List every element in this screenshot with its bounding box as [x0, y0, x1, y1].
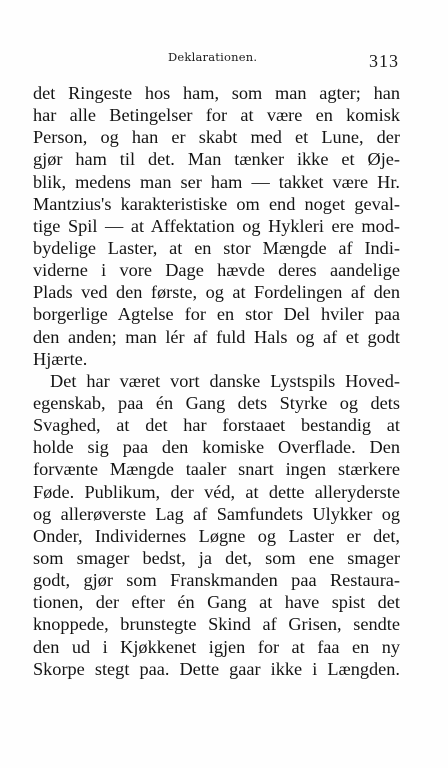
text-line: forvænte Mængde taaler snart ingen stærkere	[33, 459, 400, 480]
text-line: knoppede, brunstegte Skind af Grisen, sendte	[33, 614, 400, 635]
text-line: Mantzius's karakteristiske om end noget geval-	[33, 193, 400, 214]
text-line: Hjærte.	[33, 348, 88, 369]
text-line: holde sig paa den komiske Overflade. Den	[33, 437, 400, 458]
text-line: Skorpe stegt paa. Dette gaar ikke i Længden.	[33, 658, 400, 679]
text-line: godt, gjør som Franskmanden paa Restaura-	[33, 570, 400, 591]
text-line: Svaghed, at det har forstaaet bestandig at	[33, 415, 400, 436]
body-text	[33, 82, 400, 680]
text-line: Person, og han er skabt med et Lune, der	[33, 127, 400, 148]
text-line: den ud i Kjøkkenet igjen for at faa en ny	[33, 636, 400, 657]
text-line: det Ringeste hos ham, som man agter; han	[33, 83, 400, 103]
text-line: bydelige Laster, at en stor Mængde af Indi-	[33, 237, 400, 258]
text-line: og allerøverste Lag af Samfundets Ulykker og	[33, 503, 400, 524]
paragraph-1	[33, 82, 400, 370]
text-line: viderne i vore Dage hævde deres aandelige	[33, 260, 400, 281]
text-line: Det har været vort danske Lystspils Hoved-	[50, 370, 400, 391]
text-line: borgerlige Agtelse for en stor Del hviler paa	[33, 304, 400, 325]
text-line: blik, medens man ser ham — takket være Hr.	[33, 171, 400, 192]
paragraph-2	[33, 370, 400, 680]
text-line: tionen, der efter én Gang at have spist det	[33, 592, 400, 613]
page-number: 313	[369, 51, 399, 71]
text-line: Onder, Individernes Løgne og Laster er det,	[33, 525, 400, 546]
text-line: tige Spil — at Affektation og Hykleri ere mod-	[33, 215, 400, 236]
text-line: egenskab, paa én Gang dets Styrke og dets	[33, 392, 400, 413]
text-line: Plads ved den første, og at Fordelingen af den	[33, 282, 400, 303]
text-line: som smager bedst, ja det, som ene smager	[33, 547, 400, 568]
header-title: Deklarationen.	[168, 50, 258, 64]
running-head	[0, 50, 448, 72]
text-line: den anden; man lér af fuld Hals og af et godt	[33, 326, 400, 347]
text-line: gjør ham til det. Man tænker ikke et Øje-	[33, 149, 400, 170]
text-line: har alle Betingelser for at være en komisk	[33, 105, 400, 126]
text-line: Føde. Publikum, der véd, at dette alleryderste	[33, 481, 400, 502]
